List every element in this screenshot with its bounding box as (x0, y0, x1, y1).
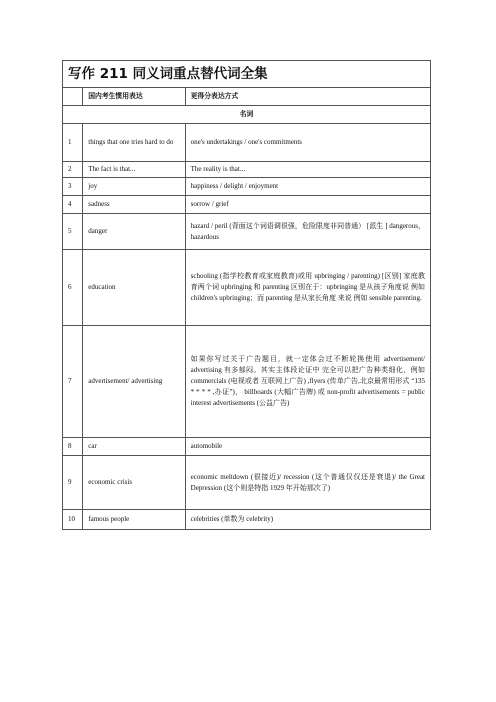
row-number: 8 (63, 438, 83, 456)
better-expression: economic meltdown (很接近)/ recession (这个普通仅仅还是衰退)/ the Great Depression (这个则是特指 1929 年开始那次了) (185, 456, 430, 510)
table-row (63, 326, 431, 438)
table-row (63, 162, 431, 178)
row-number: 2 (63, 162, 83, 178)
table-row (63, 250, 431, 326)
row-number: 6 (63, 250, 83, 326)
common-expression: danger (83, 214, 185, 250)
better-expression: automobile (185, 438, 430, 456)
common-expression: economic crisis (83, 456, 185, 510)
table-row (63, 178, 431, 196)
better-expression: schooling (指学校教育或家庭教育)或用 upbringing / parenting) [区别] 家庭教育两个词 upbringing 和 parenting 区别在于：upbringing 是从孩子角度说 例如 children's upbringing；而 parenting 是从家长角度 来说 例如 sensible parenting. (185, 250, 430, 326)
common-expression: car (83, 438, 185, 456)
common-expression: The fact is that... (83, 162, 185, 178)
common-expression: famous people (83, 510, 185, 530)
table-header-row (63, 88, 431, 106)
header-number (63, 88, 83, 106)
document-title: 写作 211 同义词重点替代词全集 (63, 61, 431, 88)
row-number: 9 (63, 456, 83, 510)
table-row (63, 510, 431, 530)
row-number: 5 (63, 214, 83, 250)
synonym-table (62, 60, 431, 530)
row-number: 4 (63, 196, 83, 214)
common-expression: sadness (83, 196, 185, 214)
row-number: 10 (63, 510, 83, 530)
document-page (62, 60, 431, 530)
row-number: 7 (63, 326, 83, 438)
header-common-expression: 国内考生惯用表达 (83, 88, 185, 106)
row-number: 3 (63, 178, 83, 196)
table-row (63, 196, 431, 214)
better-expression: sorrow / grief (185, 196, 430, 214)
section-heading-nouns: 名词 (63, 106, 431, 124)
table-row (63, 124, 431, 162)
better-expression: celebrities (单数为 celebrity) (185, 510, 430, 530)
better-expression: 如果你写过关于广告题目，就一定体会过不断轮换使用 advertisement/ advertising 有多郁闷。其实主体段论证中 完全可以把广告种类细化，例如 commercials (电视或者 互联网上广告) ,flyers (传单广告,北京最常用形式 “135 * * * * ,办证”)， billboards (大幅广告牌) 或 non-profit advertisements = public interest advertisements (公益广告) (185, 326, 430, 438)
table-row (63, 214, 431, 250)
better-expression: happiness / delight / enjoyment (185, 178, 430, 196)
table-row (63, 456, 431, 510)
common-expression: education (83, 250, 185, 326)
table-row (63, 438, 431, 456)
better-expression: one's undertakings / one's commitments (185, 124, 430, 162)
common-expression: joy (83, 178, 185, 196)
common-expression: advertisement/ advertising (83, 326, 185, 438)
header-better-expression: 更得分表达方式 (185, 88, 430, 106)
common-expression: things that one tries hard to do (83, 124, 185, 162)
better-expression: The reality is that... (185, 162, 430, 178)
row-number: 1 (63, 124, 83, 162)
better-expression: hazard / peril (背面这个词语调很强，危险限度非同普通） [派生 ] dangerous，hazardous (185, 214, 430, 250)
